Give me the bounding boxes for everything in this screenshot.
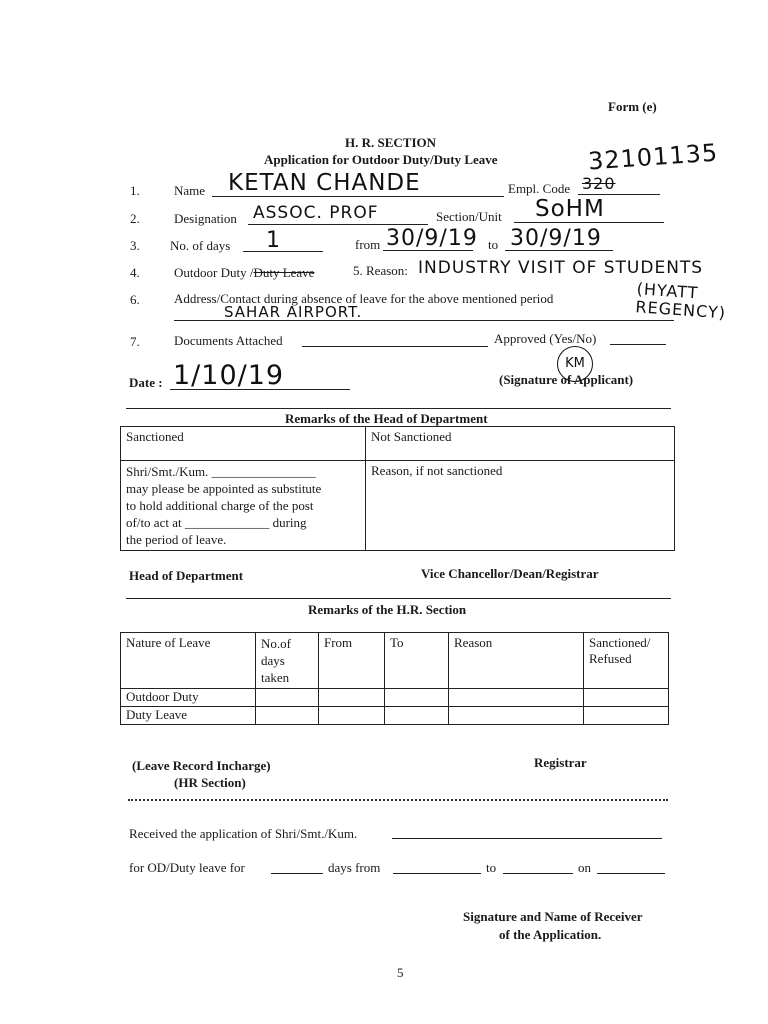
designation-line [248, 224, 428, 225]
handwritten-code: 32101135 [587, 138, 719, 176]
col-nature-label: Nature of Leave [126, 635, 211, 650]
form-label: Form (e) [608, 99, 657, 114]
receipt-days-from-label: days from [328, 860, 381, 875]
receipt-od-label: for OD/Duty leave for [129, 860, 245, 875]
table-row [121, 689, 669, 707]
name-label: Name [174, 183, 206, 198]
section-unit-value[interactable]: SoHM [535, 196, 605, 222]
col-from [319, 633, 385, 689]
designation-label: Designation [174, 211, 237, 226]
table-cell[interactable] [256, 689, 319, 707]
substitute-line-5: the period of leave. [126, 532, 227, 547]
table-cell[interactable] [319, 707, 385, 725]
col-days-label: No.of days taken [261, 636, 291, 685]
page-number: 5 [397, 965, 404, 980]
row-duty-leave [121, 707, 256, 725]
sanctioned-cell[interactable] [121, 427, 366, 461]
sanctioned-label: Sanctioned [126, 429, 184, 444]
table-cell[interactable] [319, 689, 385, 707]
signature-label: (Signature of Applicant) [499, 372, 634, 387]
row-duty-leave-label: Duty Leave [126, 707, 188, 722]
registrar-label: Registrar [534, 755, 587, 770]
hod-remarks-table [120, 426, 675, 551]
table-row [121, 707, 669, 725]
receiver-sign-label-2: of the Application. [499, 927, 602, 942]
substitute-line-2: may please be appointed as substitute [126, 481, 322, 496]
from-label: from [355, 237, 381, 252]
col-days [256, 633, 319, 689]
table-cell[interactable] [385, 689, 449, 707]
section-unit-line [514, 222, 664, 223]
form-title: Application for Outdoor Duty/Duty Leave [264, 152, 498, 167]
hod-sign-label: Head of Department [129, 568, 244, 583]
vc-sign-label: Vice Chancellor/Dean/Registrar [421, 566, 599, 581]
table-cell[interactable] [256, 707, 319, 725]
name-line [212, 196, 504, 197]
approved-label: Approved (Yes/No) [494, 331, 597, 346]
leave-record-label: (Leave Record Incharge) [132, 758, 271, 773]
to-label: to [488, 237, 499, 252]
divider-2 [126, 598, 671, 599]
table-cell[interactable] [449, 707, 584, 725]
substitute-cell[interactable] [121, 461, 366, 551]
section-heading: H. R. SECTION [345, 135, 437, 150]
date-value[interactable]: 1/10/19 [173, 360, 285, 391]
col-to-label: To [390, 635, 404, 650]
divider-1 [126, 408, 671, 409]
designation-value[interactable]: ASSOC. PROF [253, 203, 379, 223]
duty-leave-struck: Duty Leave [253, 265, 315, 280]
col-from-label: From [324, 635, 353, 650]
row-outdoor-duty [121, 689, 256, 707]
receipt-on-line[interactable] [597, 873, 665, 874]
section-unit-label: Section/Unit [436, 209, 502, 224]
documents-line [302, 346, 488, 347]
substitute-line-1: Shri/Smt./Kum. ________________ [126, 464, 316, 479]
receipt-line-1: Received the application of Shri/Smt./Kum. [129, 826, 358, 841]
col-sanctioned-label: Sanctioned/ Refused [589, 635, 651, 666]
hod-remarks-title: Remarks of the Head of Department [285, 411, 488, 426]
address-value[interactable]: SAHAR AIRPORT. [224, 303, 363, 321]
row-outdoor-duty-label: Outdoor Duty [126, 689, 199, 704]
reason-value[interactable]: INDUSTRY VISIT OF STUDENTS [418, 258, 704, 278]
dotted-divider [128, 799, 668, 801]
substitute-line-3: to hold additional charge of the post [126, 498, 314, 513]
field-num-6: 6. [130, 292, 140, 307]
table-cell[interactable] [449, 689, 584, 707]
from-value[interactable]: 30/9/19 [386, 226, 478, 251]
receipt-days-line[interactable] [271, 873, 323, 874]
field-num-7: 7. [130, 334, 140, 349]
to-value[interactable]: 30/9/19 [510, 226, 602, 251]
table-cell[interactable] [584, 707, 669, 725]
approved-line [610, 344, 666, 345]
field-num-3: 3. [130, 238, 140, 253]
address-label: Address/Contact during absence of leave for the above mentioned period [174, 291, 554, 306]
col-reason [449, 633, 584, 689]
field-num-2: 2. [130, 211, 140, 226]
hr-remarks-table [120, 632, 669, 725]
table-cell[interactable] [385, 707, 449, 725]
reason-label: 5. Reason: [353, 263, 408, 278]
field-num-4: 4. [130, 265, 140, 280]
receipt-from-line[interactable] [393, 873, 481, 874]
col-nature [121, 633, 256, 689]
outdoor-duty-label [174, 265, 314, 281]
receipt-on-label: on [578, 860, 591, 875]
address-extra-value[interactable]: (HYATT REGENCY) [634, 279, 727, 323]
hr-section-label: (HR Section) [174, 775, 246, 790]
applicant-signature-initials: KM [557, 346, 593, 382]
hr-remarks-title: Remarks of the H.R. Section [308, 602, 467, 617]
reason-not-label: Reason, if not sanctioned [371, 463, 503, 478]
not-sanctioned-cell[interactable] [366, 427, 675, 461]
outdoor-duty-text: Outdoor Duty / [174, 265, 254, 280]
col-to [385, 633, 449, 689]
days-label: No. of days [170, 238, 231, 253]
documents-label: Documents Attached [174, 333, 283, 348]
date-label: Date : [129, 375, 163, 390]
empl-code-value[interactable]: 320 [582, 174, 616, 193]
receipt-name-line[interactable] [392, 838, 662, 839]
empl-code-line [578, 194, 660, 195]
field-num-1: 1. [130, 183, 140, 198]
receiver-sign-label-1: Signature and Name of Receiver [463, 909, 643, 924]
col-reason-label: Reason [454, 635, 493, 650]
table-cell[interactable] [584, 689, 669, 707]
receipt-to-label: to [486, 860, 497, 875]
receipt-to-line[interactable] [503, 873, 573, 874]
empl-code-label: Empl. Code [508, 181, 571, 196]
col-sanctioned [584, 633, 669, 689]
days-value[interactable]: 1 [266, 228, 281, 253]
substitute-line-4: of/to act at _____________ during [126, 515, 307, 530]
name-value[interactable]: KETAN CHANDE [228, 170, 421, 196]
days-line [243, 251, 323, 252]
reason-not-cell[interactable] [366, 461, 675, 551]
not-sanctioned-label: Not Sanctioned [371, 429, 452, 444]
